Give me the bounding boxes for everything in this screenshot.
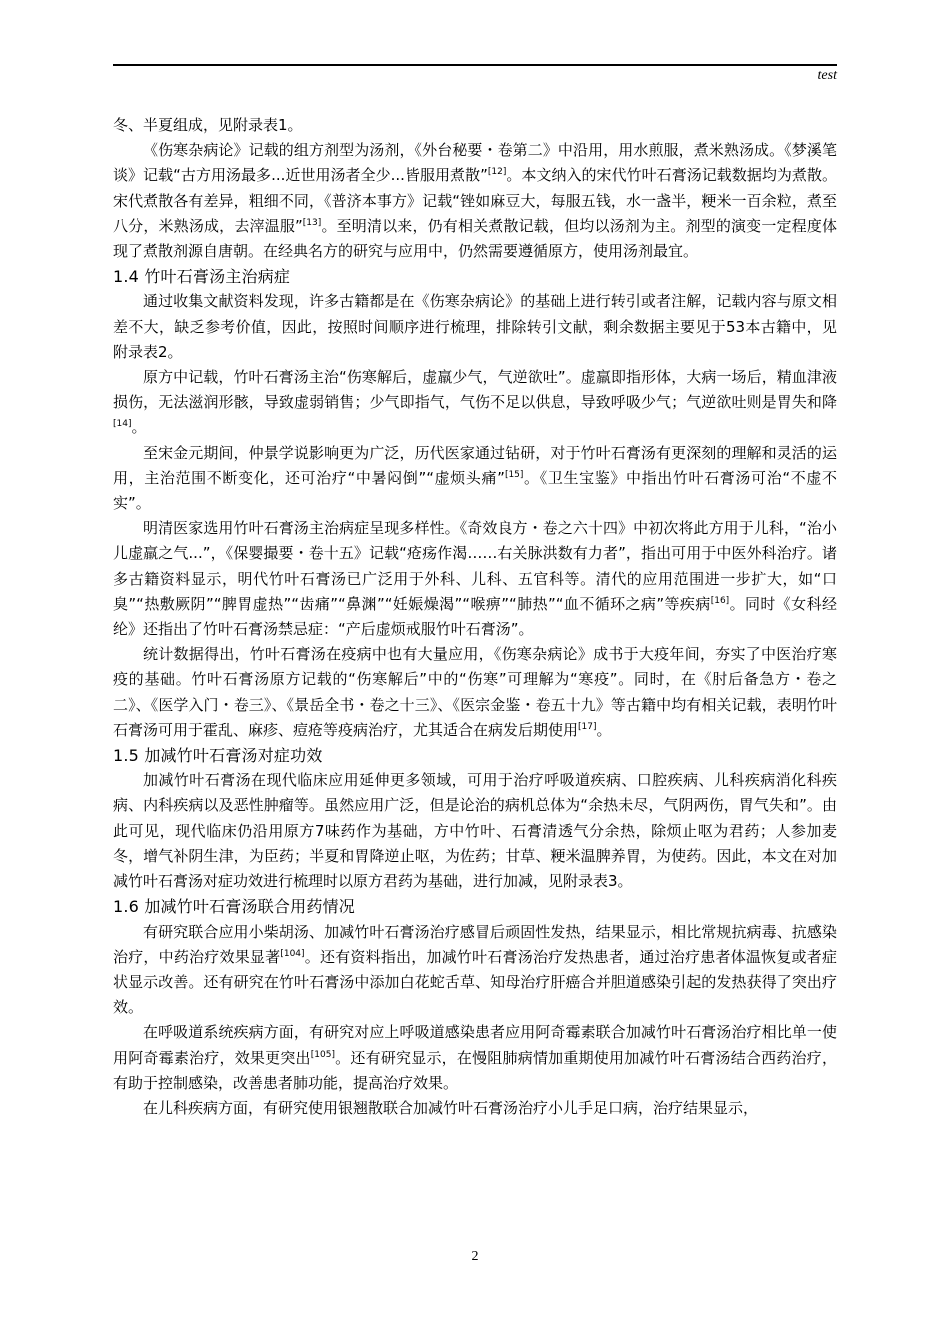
paragraph [113, 1020, 837, 1096]
paragraph-text: 。本文纳入的宋代竹叶石膏汤记载数据均为煮散。宋代煮散各有差异，粗细不同，《普济本事方》记载“锉如麻豆大，每服五钱，水一盏半，粳米一百余粒，煮至八分，米熟汤成，去滓温服” [113, 166, 837, 235]
paragraph-text: 。还有研究显示，在慢阻肺病情加重期使用加减竹叶石膏汤结合西药治疗，有助于控制感染，改善患者肺功能，提高治疗效果。 [113, 1048, 837, 1092]
paragraph-text: 至宋金元期间，仲景学说影响更为广泛，历代医家通过钻研，对于竹叶石膏汤有更深刻的理解和灵活的运用，主治范围不断变化，还可治疗“中暑闷倒”“虚烦头痛” [113, 443, 837, 487]
section-heading: 1.5 加减竹叶石膏汤对症功效 [113, 746, 323, 766]
body-text [113, 113, 837, 1121]
paragraph-text: 。至明清以来，仍有相关煮散记载，但均以汤剂为主。剂型的演变一定程度体现了煮散剂源自唐朝。在经典名方的研究与应用中，仍然需要遵循原方，使用汤剂最宜。 [113, 216, 837, 261]
citation-ref: [17] [578, 721, 597, 732]
paragraph-text: 冬、半夏组成，见附录表1。 [113, 116, 303, 134]
running-header: test [817, 68, 837, 83]
paragraph [113, 642, 837, 743]
paragraph-text: 加减竹叶石膏汤在现代临床应用延伸更多领域，可用于治疗呼吸道疾病、口腔疾病、儿科疾病消化科疾病、内科疾病以及恶性肿瘤等。虽然应用广泛，但是论治的病机总体为“余热未尽，气阴两伤，胃气失和”。由此可见，现代临床仍沿用原方7味药作为基础，方中竹叶、石膏清透气分余热，除烦止呕为君药；人参加麦冬，增气补阴生津，为臣药；半夏和胃降逆止呕，为佐药；甘草、粳米温脾养胃，为使药。因此，本文在对加减竹叶石膏汤对症功效进行梳理时以原方君药为基础，进行加减，见附录表3。 [113, 771, 837, 891]
paragraph-text: 。还有资料指出，加减竹叶石膏汤治疗发热患者，通过治疗患者体温恢复或者症状显示改善。还有研究在竹叶石膏汤中添加白花蛇舌草、知母治疗肝癌合并胆道感染引起的发热获得了突出疗效。 [113, 947, 837, 1017]
page-number: 2 [471, 1249, 479, 1264]
paragraph-text: 。 [596, 720, 612, 739]
paragraph-text: 有研究联合应用小柴胡汤、加减竹叶石膏汤治疗感冒后顽固性发热，结果显示，相比常规抗病毒、抗感染治疗，中药治疗效果显著 [113, 922, 837, 966]
paragraph [113, 441, 837, 517]
section-heading: 1.6 加减竹叶石膏汤联合用药情况 [113, 897, 355, 917]
paragraph-text: 。 [131, 418, 147, 437]
paragraph-text: 。《卫生宝鉴》中指出竹叶石膏汤可治“不虚不实”。 [113, 468, 837, 513]
paragraph-text: 明清医家选用竹叶石膏汤主治病症呈现多样性。《奇效良方・卷之六十四》中初次将此方用于儿科，“治小儿虚羸之气...”，《保婴撮要・卷十五》记载“疮疡作渴……右关脉洪数有力者”，指出可用于中医外科治疗。诸多古籍资料显示，明代竹叶石膏汤已广泛用于外科、儿科、五官科等。清代的应用范围进一步扩大，如“口臭”“热敷厥阴”“脾胃虚热”“齿痛”“鼻渊”“妊娠燥渴”“喉痹”“肺热”“血不循环之病”等疾病 [113, 519, 837, 613]
paragraph-text: 《伤寒杂病论》记载的组方剂型为汤剂，《外台秘要・卷第二》中沿用，用水煎服，煮米熟汤成。《梦溪笔谈》记载“古方用汤最多...近世用汤者全少...皆服用煮散” [113, 141, 837, 185]
paragraph-text: 。同时《女科经纶》还指出了竹叶石膏汤禁忌症：“产后虚烦戒服竹叶石膏汤”。 [113, 594, 837, 639]
paragraph [113, 1096, 837, 1121]
citation-ref: [104] [280, 948, 305, 959]
paragraph-text: 通过收集文献资料发现，许多古籍都是在《伤寒杂病论》的基础上进行转引或者注解，记载内容与原文相差不大，缺乏参考价值，因此，按照时间顺序进行梳理，排除转引文献，剩余数据主要见于53本古籍中，见附录表2。 [113, 292, 837, 361]
citation-ref: [15] [504, 469, 524, 480]
paragraph-text: 在儿科疾病方面，有研究使用银翘散联合加减竹叶石膏汤治疗小儿手足口病，治疗结果显示， [143, 1098, 759, 1117]
citation-ref: [14] [113, 419, 132, 430]
header-rule [113, 64, 837, 66]
citation-ref: [12] [487, 167, 507, 178]
paragraph [113, 365, 837, 441]
section-heading: 1.4 竹叶石膏汤主治病症 [113, 267, 291, 287]
paragraph [113, 920, 837, 1021]
paragraph [113, 768, 837, 894]
paragraph [113, 289, 837, 365]
paragraph-text: 在呼吸道系统疾病方面，有研究对应上呼吸道感染患者应用阿奇霉素联合加减竹叶石膏汤治疗相比单一使用阿奇霉素治疗，效果更突出 [113, 1023, 837, 1067]
paragraph-text: 原方中记载，竹叶石膏汤主治“伤寒解后，虚羸少气，气逆欲吐”。虚羸即指形体，大病一场后，精血津液损伤，无法滋润形骸，导致虚弱销售；少气即指气，气伤不足以供息，导致呼吸少气；气逆欲吐则是胃失和降 [113, 368, 837, 412]
citation-ref: [105] [310, 1049, 335, 1060]
paragraph [113, 138, 837, 264]
paragraph [113, 113, 837, 138]
citation-ref: [13] [302, 217, 322, 228]
citation-ref: [16] [710, 595, 730, 606]
paragraph [113, 516, 837, 642]
paragraph-text: 统计数据得出，竹叶石膏汤在疫病中也有大量应用，《伤寒杂病论》成书于大疫年间，夯实了中医治疗寒疫的基础。竹叶石膏汤原方记载的“伤寒解后”中的“伤寒”可理解为“寒疫”。同时，在《肘后备急方・卷之二》、《医学入门・卷三》、《景岳全书・卷之十三》、《医宗金鉴・卷五十九》等古籍中均有相关记载，表明竹叶石膏汤可用于霍乱、麻疹、痘疮等疫病治疗，尤其适合在病发后期使用 [113, 645, 837, 739]
